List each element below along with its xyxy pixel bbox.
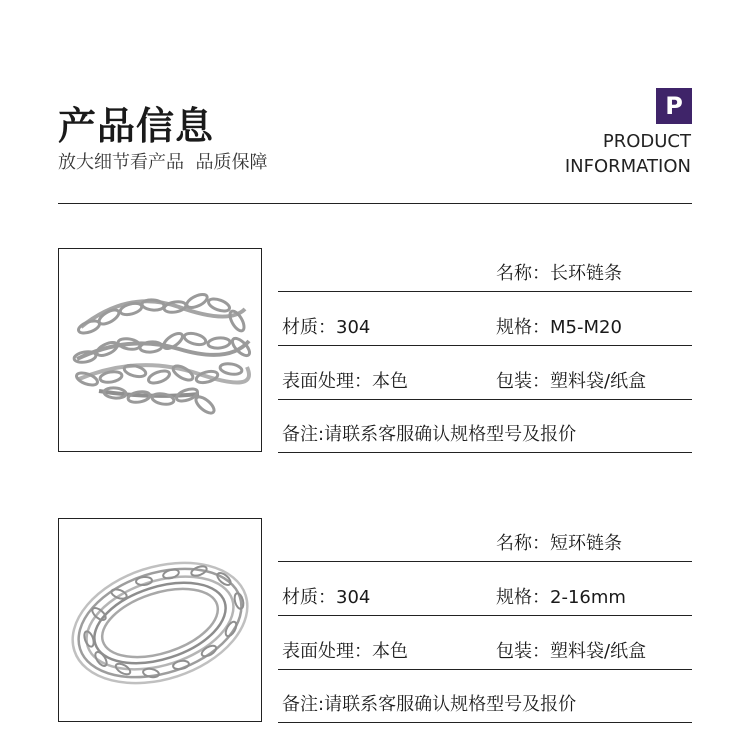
product-spec: 规格：2-16mm (496, 587, 626, 608)
chain-image-1 (59, 249, 261, 451)
product-surface: 表面处理：本色 (282, 641, 408, 662)
p-badge-icon: P (656, 88, 692, 124)
header-divider (58, 203, 692, 204)
spec-row-line (278, 722, 692, 723)
english-title-line2: INFORMATION (564, 156, 691, 177)
page-subtitle: 放大细节看产品 品质保障 (58, 152, 268, 173)
long-link-chain-photo (58, 248, 262, 452)
product-card-short-chain (58, 518, 692, 724)
product-spec: 规格：M5-M20 (496, 317, 622, 338)
spec-row-line (278, 615, 692, 616)
short-link-chain-photo (58, 518, 262, 722)
product-name: 名称：长环链条 (496, 263, 622, 284)
chain-image-2 (59, 519, 261, 721)
product-material: 材质：304 (282, 587, 371, 608)
spec-row-line (278, 561, 692, 562)
english-title-line1: PRODUCT (602, 131, 691, 152)
page-title: 产品信息 (58, 104, 215, 148)
spec-row-line (278, 452, 692, 453)
spec-row-line (278, 669, 692, 670)
product-packaging: 包装：塑料袋/纸盒 (496, 371, 647, 392)
spec-row-line (278, 345, 692, 346)
product-name: 名称：短环链条 (496, 533, 622, 554)
product-note: 备注:请联系客服确认规格型号及报价 (282, 694, 577, 715)
product-surface: 表面处理：本色 (282, 371, 408, 392)
product-packaging: 包装：塑料袋/纸盒 (496, 641, 647, 662)
spec-row-line (278, 399, 692, 400)
product-note: 备注:请联系客服确认规格型号及报价 (282, 424, 577, 445)
product-material: 材质：304 (282, 317, 371, 338)
product-card-long-chain (58, 248, 692, 454)
spec-row-line (278, 291, 692, 292)
